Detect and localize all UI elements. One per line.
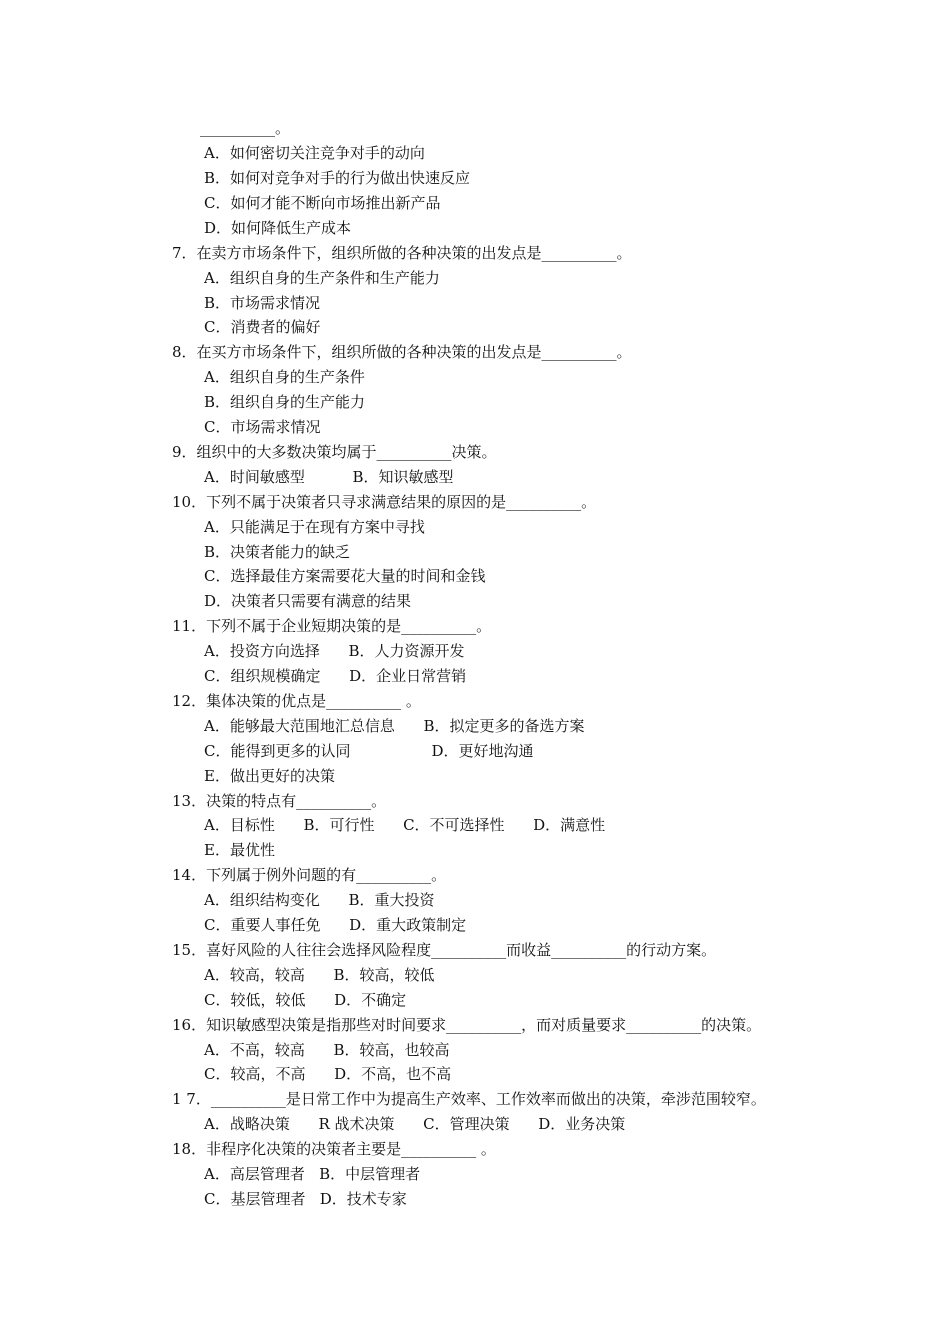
text-line: A．战略决策 R 战术决策 C．管理决策 D．业务决策: [204, 1115, 626, 1133]
text-line: B．组织自身的生产能力: [204, 393, 366, 411]
text-line: A．组织自身的生产条件: [204, 368, 365, 386]
text-line: C．重要人事任免 D．重大政策制定: [204, 916, 467, 934]
text-line: 9．组织中的大多数决策均属于__________决策。: [172, 443, 497, 461]
text-line: C．如何才能不断向市场推出新产品: [204, 194, 441, 212]
text-line: 11．下列不属于企业短期决策的是__________。: [172, 617, 492, 635]
text-line: D．如何降低生产成本: [204, 219, 352, 237]
text-line: E．最优性: [204, 841, 275, 859]
text-line: A．高层管理者 B．中层管理者: [204, 1165, 421, 1183]
text-line: 16．知识敏感型决策是指那些对时间要求__________，而对质量要求__________的决策。: [172, 1016, 762, 1034]
text-line: 8．在买方市场条件下，组织所做的各种决策的出发点是__________。: [172, 343, 632, 361]
text-line: 12．集体决策的优点是__________ 。: [172, 692, 421, 710]
text-line: E．做出更好的决策: [204, 767, 335, 785]
text-line: __________。: [200, 119, 291, 137]
text-line: B．市场需求情况: [204, 294, 321, 312]
text-line: C．能得到更多的认同 D．更好地沟通: [204, 742, 534, 760]
text-line: A．能够最大范围地汇总信息 B．拟定更多的备选方案: [204, 717, 585, 735]
text-line: A．组织自身的生产条件和生产能力: [204, 269, 440, 287]
text-line: C．选择最佳方案需要花大量的时间和金钱: [204, 567, 486, 585]
text-line: A．不高，较高 B．较高，也较高: [204, 1041, 450, 1059]
text-line: A．较高，较高 B．较高，较低: [204, 966, 435, 984]
text-line: C．消费者的偏好: [204, 318, 321, 336]
text-line: 1 7．__________是日常工作中为提高生产效率、工作效率而做出的决策，牵涉范围较窄。: [172, 1090, 766, 1108]
text-line: A．只能满足于在现有方案中寻找: [204, 518, 425, 536]
text-line: B．决策者能力的缺乏: [204, 543, 351, 561]
text-line: D．决策者只需要有满意的结果: [204, 592, 412, 610]
text-line: 13．决策的特点有__________。: [172, 792, 387, 810]
text-line: 10．下列不属于决策者只寻求满意结果的原因的是__________。: [172, 493, 597, 511]
text-line: 7．在卖方市场条件下，组织所做的各种决策的出发点是__________。: [172, 244, 632, 262]
text-line: 14．下列属于例外问题的有__________。: [172, 866, 447, 884]
text-line: A．投资方向选择 B．人力资源开发: [204, 642, 465, 660]
text-line: 15．喜好风险的人往往会选择风险程度__________而收益__________的行动方案。: [172, 941, 717, 959]
text-line: B．如何对竞争对手的行为做出快速反应: [204, 169, 471, 187]
text-line: 18．非程序化决策的决策者主要是__________ 。: [172, 1140, 496, 1158]
text-line: A．时间敏感型 B．知识敏感型: [204, 468, 454, 486]
text-line: C．市场需求情况: [204, 418, 321, 436]
text-line: A．如何密切关注竞争对手的动向: [204, 144, 425, 162]
text-line: C．较高，不高 D．不高，也不高: [204, 1065, 452, 1083]
text-line: C．较低，较低 D．不确定: [204, 991, 407, 1009]
text-line: C．组织规模确定 D．企业日常营销: [204, 667, 467, 685]
text-line: A．组织结构变化 B．重大投资: [204, 891, 435, 909]
text-line: C．基层管理者 D．技术专家: [204, 1190, 407, 1208]
text-line: A．目标性 B．可行性 C．不可选择性 D．满意性: [204, 816, 606, 834]
